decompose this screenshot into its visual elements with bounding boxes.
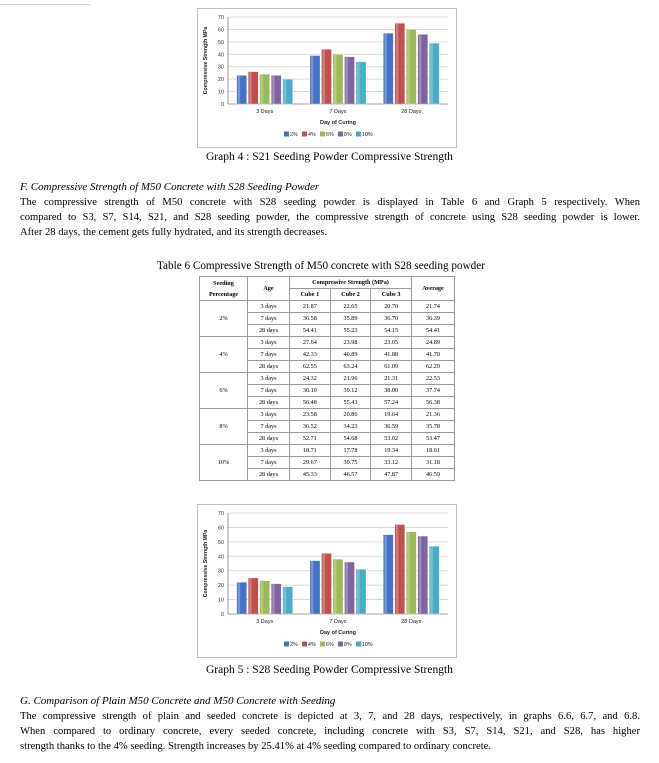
graph-4-bar-highlight [249,72,252,103]
cell-cube-3: 61.09 [371,361,412,373]
table-row [200,445,455,457]
cell-age: 3 days [248,445,290,457]
cell-age: 7 days [248,457,290,469]
graph-5-xtick-label: 7 Days [329,619,347,625]
cell-age: 7 days [248,385,290,397]
cell-average: 21.36 [412,409,455,421]
cell-cube-2: 17.78 [330,445,371,457]
cell-cube-3: 19.64 [371,409,412,421]
cell-cube-3: 57.24 [371,397,412,409]
cell-cube-3: 36.70 [371,313,412,325]
cell-average: 46.59 [412,469,455,481]
graph-4-xtick-label: 7 Days [329,109,347,115]
graph-5-ytick-label: 20 [217,583,224,590]
graph-4-y-axis-label: Compressive Strength MPa [203,26,209,95]
graph-4-ytick-label: 20 [217,77,224,84]
graph-5-legend-label: 2% [290,642,298,648]
cell-age: 3 days [248,301,290,313]
th-seeding: Seeding [213,279,234,287]
section-f-line-3: After 28 days, the cement gets fully hydrated, and its strength decreases. [20,227,328,238]
section-g-line-1: The compressive strength of plain and seeded concrete is depicted at 3, 7, and 28 days, respectively, in graphs 6.6, 6.7, and 6.8. [20,711,640,722]
graph-5-xtick-label: 3 Days [256,619,274,625]
cell-average: 62.29 [412,361,455,373]
cell-cube-1: 36.10 [290,385,331,397]
cell-cube-1: 27.64 [290,337,331,349]
graph-5-legend-swatch [284,642,289,647]
table-row [200,409,455,421]
graph-4-ytick-label: 30 [217,64,224,71]
cell-average: 21.74 [412,301,455,313]
table-6-body [200,301,455,481]
graph-4-ytick-label: 40 [217,52,224,59]
cell-cube-1: 29.67 [290,457,331,469]
cell-cube-2: 55.23 [330,325,371,337]
section-f-paragraph [20,195,640,240]
graph-5-bar-highlight [357,570,360,614]
cell-cube-2: 54.68 [330,433,371,445]
graph-5-legend-label: 10% [362,642,373,648]
cell-cube-2: 20.86 [330,409,371,421]
graph-4-legend-label: 10% [362,132,373,138]
cell-cube-3: 54.15 [371,325,412,337]
cell-cube-1: 62.55 [290,361,331,373]
cell-age: 28 days [248,433,290,445]
graph-5-bar-highlight [419,537,422,614]
cell-cube-1: 45.33 [290,469,331,481]
graph-5-bar-highlight [396,525,399,613]
graph-5-bar-highlight [430,547,433,614]
graph-4-legend-swatch [320,132,325,137]
graph-5-bar-highlight [249,578,252,613]
cell-cube-2: 34.23 [330,421,371,433]
graph-4-bar-highlight [384,34,387,104]
cell-cube-2: 23.98 [330,337,371,349]
graph-5-xtick-label: 28 Days [401,619,422,625]
graph-4-bar-highlight [430,44,433,104]
cell-age: 3 days [248,373,290,385]
cell-average: 53.47 [412,433,455,445]
cell-average: 41.70 [412,349,455,361]
cell-average: 37.74 [412,385,455,397]
cell-cube-1: 36.52 [290,421,331,433]
cell-seeding-percentage: 10% [200,445,248,481]
cell-cube-2: 63.24 [330,361,371,373]
cell-cube-2: 30.75 [330,457,371,469]
cell-average: 24.89 [412,337,455,349]
graph-5-legend-swatch [356,642,361,647]
cell-age: 28 days [248,361,290,373]
section-g-paragraph [20,709,640,754]
section-f-line-2: compared to S3, S7, S14, S21, and S28 seeding powder, the compressive strength of concrete using S28 seeding powder is lower. [20,212,640,223]
graph-4-bar-highlight [407,30,410,104]
cell-average: 35.78 [412,421,455,433]
graph-5-bar-highlight [334,560,337,614]
cell-seeding-percentage: 8% [200,409,248,445]
cell-cube-1: 36.58 [290,313,331,325]
graph-5-legend-swatch [338,642,343,647]
graph-5-legend-label: 6% [326,642,334,648]
top-rule [0,0,90,5]
graph-5-ytick-label: 0 [220,612,224,618]
graph-5-bar-highlight [407,532,410,613]
cell-cube-2: 40.89 [330,349,371,361]
cell-cube-1: 56.48 [290,397,331,409]
table-6 [199,276,455,481]
graph-5-x-axis-label: Day of Curing [319,630,357,636]
cell-cube-2: 22.65 [330,301,371,313]
cell-seeding-percentage: 6% [200,373,248,409]
cell-seeding-percentage: 2% [200,301,248,337]
cell-age: 7 days [248,349,290,361]
graph-5-legend-swatch [320,642,325,647]
graph-4-bar-highlight [419,35,422,104]
graph-4-legend-label: 2% [290,132,298,138]
cell-cube-3: 38.00 [371,385,412,397]
cell-cube-2: 46.57 [330,469,371,481]
graph-4-bar-highlight [323,50,326,104]
cell-cube-3: 23.05 [371,337,412,349]
graph-5-caption: Graph 5 : S28 Seeding Powder Compressive Strength [206,664,453,676]
cell-cube-1: 42.33 [290,349,331,361]
graph-5-y-axis-label: Compressive Strength MPa [203,529,209,598]
graph-4-ytick-label: 0 [220,102,224,108]
th-cube-1: Cube 1 [290,289,331,301]
th-age: Age [248,277,290,301]
graph-5-ytick-label: 30 [217,568,224,575]
section-f-line-1: The compressive strength of M50 concrete with S28 seeding powder is displayed in Table 6 and Graph 5 respectively. When [20,197,640,208]
cell-average: 56.38 [412,397,455,409]
graph-4-legend-label: 8% [344,132,352,138]
graph-4-bar-highlight [346,57,349,103]
graph-4-bar-highlight [238,76,241,104]
cell-cube-3: 21.31 [371,373,412,385]
graph-4-x-axis-label: Day of Curing [319,120,357,126]
graph-4-bar-highlight [261,75,264,104]
graph-5-bar-highlight [311,561,314,613]
cell-cube-1: 24.32 [290,373,331,385]
cell-cube-1: 52.71 [290,433,331,445]
graph-5-ytick-label: 60 [217,525,224,532]
graph-4-ytick-label: 10 [217,89,224,96]
graph-5-ytick-label: 50 [217,539,224,546]
table-row [200,373,455,385]
cell-cube-3: 33.12 [371,457,412,469]
cell-age: 7 days [248,313,290,325]
graph-4-legend-swatch [302,132,307,137]
section-g-heading: G. Comparison of Plain M50 Concrete and M50 Concrete with Seeding [20,695,336,707]
graph-4-bar-highlight [357,62,360,103]
cell-cube-3: 53.02 [371,433,412,445]
graph-5-bar-highlight [384,535,387,613]
cell-cube-3: 41.88 [371,349,412,361]
th-cube-2: Cube 2 [330,289,371,301]
th-cube-3: Cube 3 [371,289,412,301]
section-g-line-3: strength thanks to the 4% seeding. Strength increases by 25.41% at 4% seeding compared to ordinary concrete. [20,741,491,752]
cell-average: 22.53 [412,373,455,385]
graph-5-bar-highlight [238,583,241,614]
graph-4-ytick-label: 50 [217,39,224,46]
cell-age: 7 days [248,421,290,433]
graph-5-legend-label: 4% [308,642,316,648]
graph-5-ytick-label: 70 [217,511,224,517]
graph-5-ytick-label: 10 [217,597,224,604]
graph-5-ytick-label: 40 [217,554,224,561]
cell-cube-3: 20.70 [371,301,412,313]
graph-4-legend-swatch [284,132,289,137]
cell-cube-3: 47.87 [371,469,412,481]
cell-cube-3: 36.59 [371,421,412,433]
graph-5-chart [197,504,457,658]
th-compressive-strength: Compressive Strength (MPa) [290,277,412,289]
graph-4-bar-highlight [396,24,399,104]
cell-average: 54.41 [412,325,455,337]
th-seeding-percentage [200,277,248,301]
graph-5-bar-highlight [346,563,349,614]
th-percentage: Percentage [208,290,239,298]
graph-5-legend-label: 8% [344,642,352,648]
graph-4-caption: Graph 4 : S21 Seeding Powder Compressive Strength [206,151,453,163]
graph-4-xtick-label: 28 Days [401,109,422,115]
graph-4-bar-highlight [284,80,287,104]
graph-4-legend-swatch [338,132,343,137]
graph-4-legend-swatch [356,132,361,137]
table-row [200,301,455,313]
cell-seeding-percentage: 4% [200,337,248,373]
graph-4-legend-label: 6% [326,132,334,138]
cell-average: 31.18 [412,457,455,469]
graph-5-bar-highlight [323,554,326,614]
cell-cube-2: 55.43 [330,397,371,409]
section-f-heading: F. Compressive Strength of M50 Concrete with S28 Seeding Powder [20,181,320,193]
graph-4-xtick-label: 3 Days [256,109,274,115]
cell-average: 36.39 [412,313,455,325]
graph-4-bar-highlight [272,76,275,104]
table-6-caption: Table 6 Compressive Strength of M50 concrete with S28 seeding powder [157,260,485,272]
cell-age: 28 days [248,469,290,481]
cell-cube-2: 39.12 [330,385,371,397]
graph-4-legend-label: 4% [308,132,316,138]
th-average: Average [412,277,455,301]
table-row [200,337,455,349]
cell-cube-1: 18.71 [290,445,331,457]
graph-4-bar-highlight [311,56,314,103]
section-g-line-2: When compared to ordinary concrete, every seeded concrete, including concrete with S3, S7, S14, S21, and S28, has higher [20,726,640,737]
cell-average: 18.61 [412,445,455,457]
graph-4-ytick-label: 70 [217,15,224,21]
cell-cube-1: 21.87 [290,301,331,313]
graph-4-chart [197,8,457,148]
cell-age: 28 days [248,397,290,409]
graph-4-ytick-label: 60 [217,27,224,34]
cell-age: 28 days [248,325,290,337]
graph-5-bar-highlight [272,584,275,613]
graph-4-bar-highlight [334,55,337,104]
cell-cube-1: 54.41 [290,325,331,337]
cell-age: 3 days [248,409,290,421]
graph-5-legend-swatch [302,642,307,647]
cell-cube-3: 19.34 [371,445,412,457]
cell-cube-2: 21.96 [330,373,371,385]
cell-cube-1: 23.58 [290,409,331,421]
cell-cube-2: 35.89 [330,313,371,325]
graph-5-bar-highlight [284,587,287,613]
graph-5-bar-highlight [261,581,264,613]
cell-age: 3 days [248,337,290,349]
